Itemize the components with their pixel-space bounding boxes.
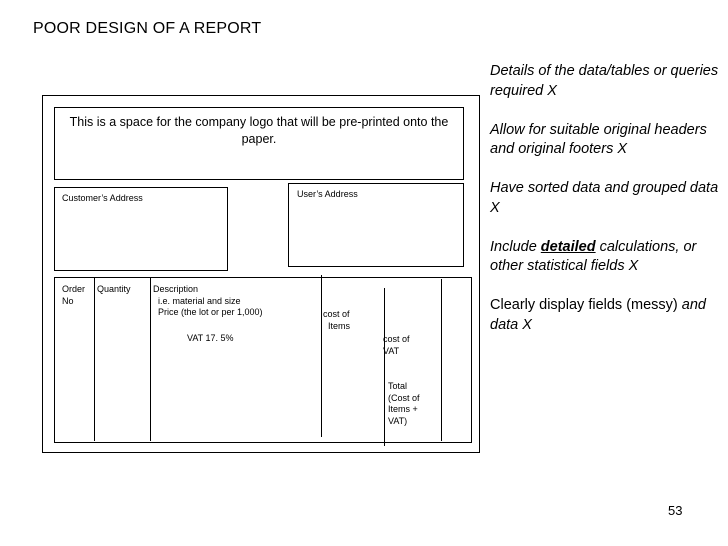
column-divider: [150, 277, 151, 441]
page-number: 53: [668, 503, 683, 518]
customer-address-label: Customer’s Address: [62, 193, 143, 203]
user-address-label: User’s Address: [297, 189, 358, 199]
note-display-pre: Clearly display fields (messy): [490, 297, 682, 313]
description-header: Description i.e. material and size Price (the lot or per 1,000): [153, 284, 263, 317]
note-calculations-emphasis: detailed: [540, 238, 596, 255]
column-divider: [321, 275, 322, 437]
note-sorted-grouped: Have sorted data and grouped data X: [490, 180, 719, 216]
note-details: Details of the data/tables or queries required X: [490, 63, 719, 99]
note-headers-footers: Allow for suitable original headers and original footers X: [490, 121, 707, 157]
column-divider: [441, 279, 442, 441]
logo-placeholder-box: [54, 107, 464, 180]
note-display-post: and data X: [490, 297, 706, 333]
total-header: Total (Cost of Items + VAT): [388, 381, 420, 426]
quantity-header: Quantity: [97, 284, 131, 294]
column-divider: [94, 277, 95, 441]
column-divider: [384, 288, 385, 446]
vat-rate-label: VAT 17. 5%: [187, 333, 234, 343]
cost-of-vat-header: cost of VAT: [383, 334, 410, 356]
note-calculations-pre: Include: [490, 238, 541, 255]
note-calculations: [490, 238, 720, 277]
note-display: [490, 296, 720, 335]
critique-notes: [490, 62, 720, 355]
logo-placeholder-text: This is a space for the company logo that will be pre-printed onto the paper.: [69, 115, 449, 146]
note-calculations-post: calculations, or other statistical fields X: [490, 238, 697, 274]
slide-title: POOR DESIGN OF A REPORT: [33, 20, 262, 37]
order-no-header: Order No: [62, 284, 86, 306]
cost-of-items-header: cost of Items: [323, 309, 351, 331]
